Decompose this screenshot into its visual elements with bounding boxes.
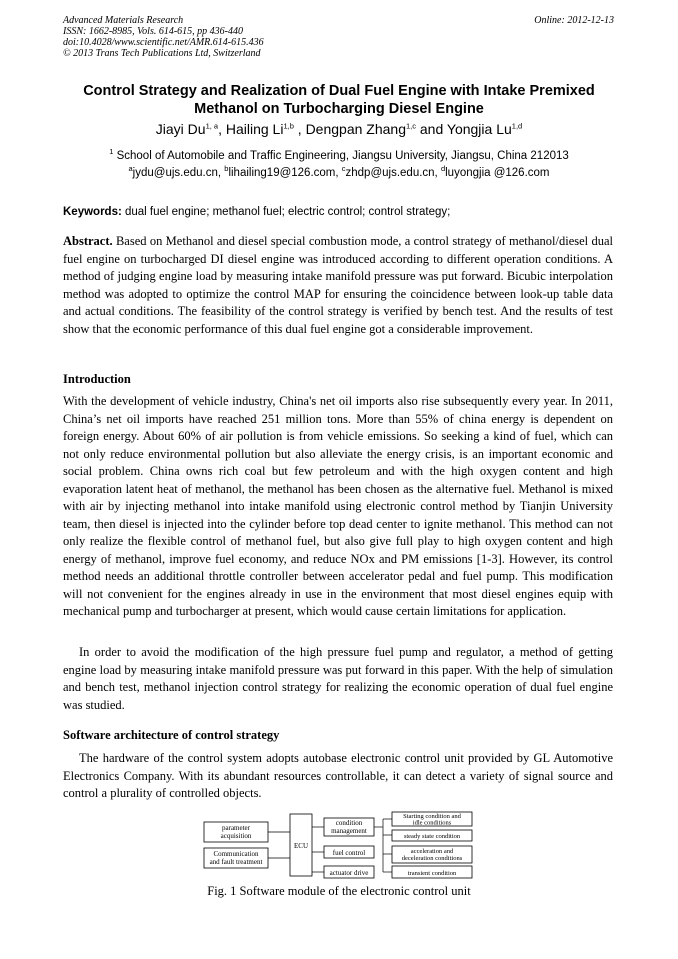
email-mark: d bbox=[440, 164, 446, 174]
email-mark: c bbox=[341, 164, 346, 174]
author-name: Yongjia Lu bbox=[446, 121, 512, 137]
label-starting-idle: Starting condition and idle conditions bbox=[403, 813, 461, 827]
paper-title: Control Strategy and Realization of Dual Fuel Engine with Intake Premixed Methanol on Turbocharging Diesel Engine bbox=[83, 83, 595, 117]
author-separator: and bbox=[416, 121, 447, 137]
label-accel-decel: acceleration and deceleration conditions bbox=[401, 848, 463, 862]
software-module-diagram bbox=[200, 810, 480, 882]
email-link[interactable]: lihailing19@126.com, bbox=[228, 167, 342, 179]
label-parameter-acquisition: parameter acquisition bbox=[220, 824, 252, 840]
doi-line: doi:10.4028/www.scientific.net/AMR.614-615.436 bbox=[63, 37, 264, 48]
affiliation-block bbox=[60, 148, 618, 182]
introduction-heading: Introduction bbox=[63, 372, 131, 386]
abstract-text: Based on Methanol and diesel special combustion mode, a control strategy of methanol/diesel dual fuel engine on turbocharged DI diesel engine was introduced according to different operation conditions. A method of judging engine load by measuring intake manifold pressure was put forward. Bicubic interpolation method was adopted to optimize the control MAP for ensuring the coincidence between look-up table data and actual conditions. The feasibility of the control strategy is verified by bench test. And the results of test show that the economic performance of this dual fuel engine got a considerable improvement. bbox=[63, 234, 613, 336]
figure-caption: Fig. 1 Software module of the electronic control unit bbox=[207, 884, 471, 898]
author-affil-mark: 1, a bbox=[205, 121, 219, 131]
abstract-paragraph bbox=[63, 233, 613, 338]
author-name: Dengpan Zhang bbox=[305, 121, 406, 137]
author-separator: , bbox=[218, 121, 226, 137]
software-heading: Software architecture of control strategy bbox=[63, 728, 280, 742]
email-link[interactable]: zhdp@ujs.edu.cn, bbox=[345, 167, 441, 179]
journal-name: Advanced Materials Research bbox=[63, 15, 184, 26]
author-separator: , bbox=[293, 121, 306, 137]
label-fuel-control: fuel control bbox=[332, 849, 366, 857]
software-paragraph-1: The hardware of the control system adopts autobase electronic control unit provided by GL Automotive Electronics Company. With its abundant resources controllable, it can detect a variety of signal source and control a plurality of controlled objects. bbox=[63, 751, 613, 800]
label-ecu: ECU bbox=[294, 842, 308, 850]
issn-line: ISSN: 1662-8985, Vols. 614-615, pp 436-440 bbox=[63, 26, 243, 37]
affiliation-line bbox=[60, 148, 618, 165]
affiliation-mark: 1 bbox=[109, 147, 114, 157]
author-affil-mark: 1,b bbox=[283, 121, 294, 131]
introduction-paragraph-2: In order to avoid the modification of the high pressure fuel pump and regulator, a method of getting engine load by measuring intake manifold pressure was put forward in this paper. With the help of simulation and bench test, methanol injection control strategy for realizing the economic operation of dual fuel engine was studied. bbox=[63, 645, 613, 712]
email-line bbox=[60, 165, 618, 182]
author-affil-mark: 1,c bbox=[405, 121, 416, 131]
keywords-text: dual fuel engine; methanol fuel; electric control; control strategy; bbox=[121, 206, 451, 218]
label-steady-state: steady state condition bbox=[403, 833, 461, 840]
label-actuator-drive: actuator drive bbox=[329, 869, 369, 877]
online-date: Online: 2012-12-13 bbox=[534, 15, 614, 26]
journal-header bbox=[63, 15, 264, 59]
email-mark: a bbox=[128, 164, 133, 174]
copyright-line: © 2013 Trans Tech Publications Ltd, Switzerland bbox=[63, 48, 261, 59]
diagram-connectors bbox=[268, 819, 392, 872]
author-name: Hailing Li bbox=[225, 121, 284, 137]
author-name: Jiayi Du bbox=[155, 121, 206, 137]
label-transient: transient condition bbox=[407, 870, 457, 877]
email-link[interactable]: luyongjia @126.com bbox=[445, 167, 550, 179]
email-link[interactable]: jydu@ujs.edu.cn, bbox=[132, 167, 225, 179]
introduction-paragraph-1: With the development of vehicle industry, China's net oil imports also rise subsequently every year. In 2011, China’s net oil imports have reached 251 million tons. More than 55% of china energy is dependent on foreign energy. About 60% of air pollution is from vehicle emissions. So seeking a kind of fuel, which can not only reduce environmental pollution but also alleviate the energy crisis, is an important economic and social problem. China owns rich coal but few petroleum and with the high oxygen content and high evaporation latent heat of methanol, the methanol has been chosen as the alternative fuel. Methanol is mixed with air by injecting methanol into intake manifold using electronic control method by Tianjin University team, then diesel is injected into the cylinder before top dead center to ignite methanol. This method can not only realize the flexible control of methanol fuel, but also give full play to high oxygen content and high energy of methanol, improve fuel economy, and reduce NOx and PM emissions [1-3]. However, its control method needs an additional throttle controller between accelerator pedal and fuel pump. This modification will not convenient for the engines already in use in the environment that most diesel engines equip with mechanical pump and turbocharger at present, which would cause certain limitations for application. bbox=[63, 394, 613, 618]
abstract-label: Abstract. bbox=[63, 234, 113, 248]
author-affil-mark: 1,d bbox=[511, 121, 523, 131]
affiliation-text: School of Automobile and Traffic Engineering, Jiangsu University, Jiangsu, China 212013 bbox=[116, 150, 569, 162]
label-condition-management: condition management bbox=[331, 819, 367, 835]
author-list bbox=[60, 120, 618, 138]
keywords-label: Keywords: bbox=[63, 206, 122, 218]
email-mark: b bbox=[224, 164, 229, 174]
keywords-line bbox=[63, 205, 618, 219]
label-communication-fault: Communication and fault treatment bbox=[209, 850, 263, 866]
